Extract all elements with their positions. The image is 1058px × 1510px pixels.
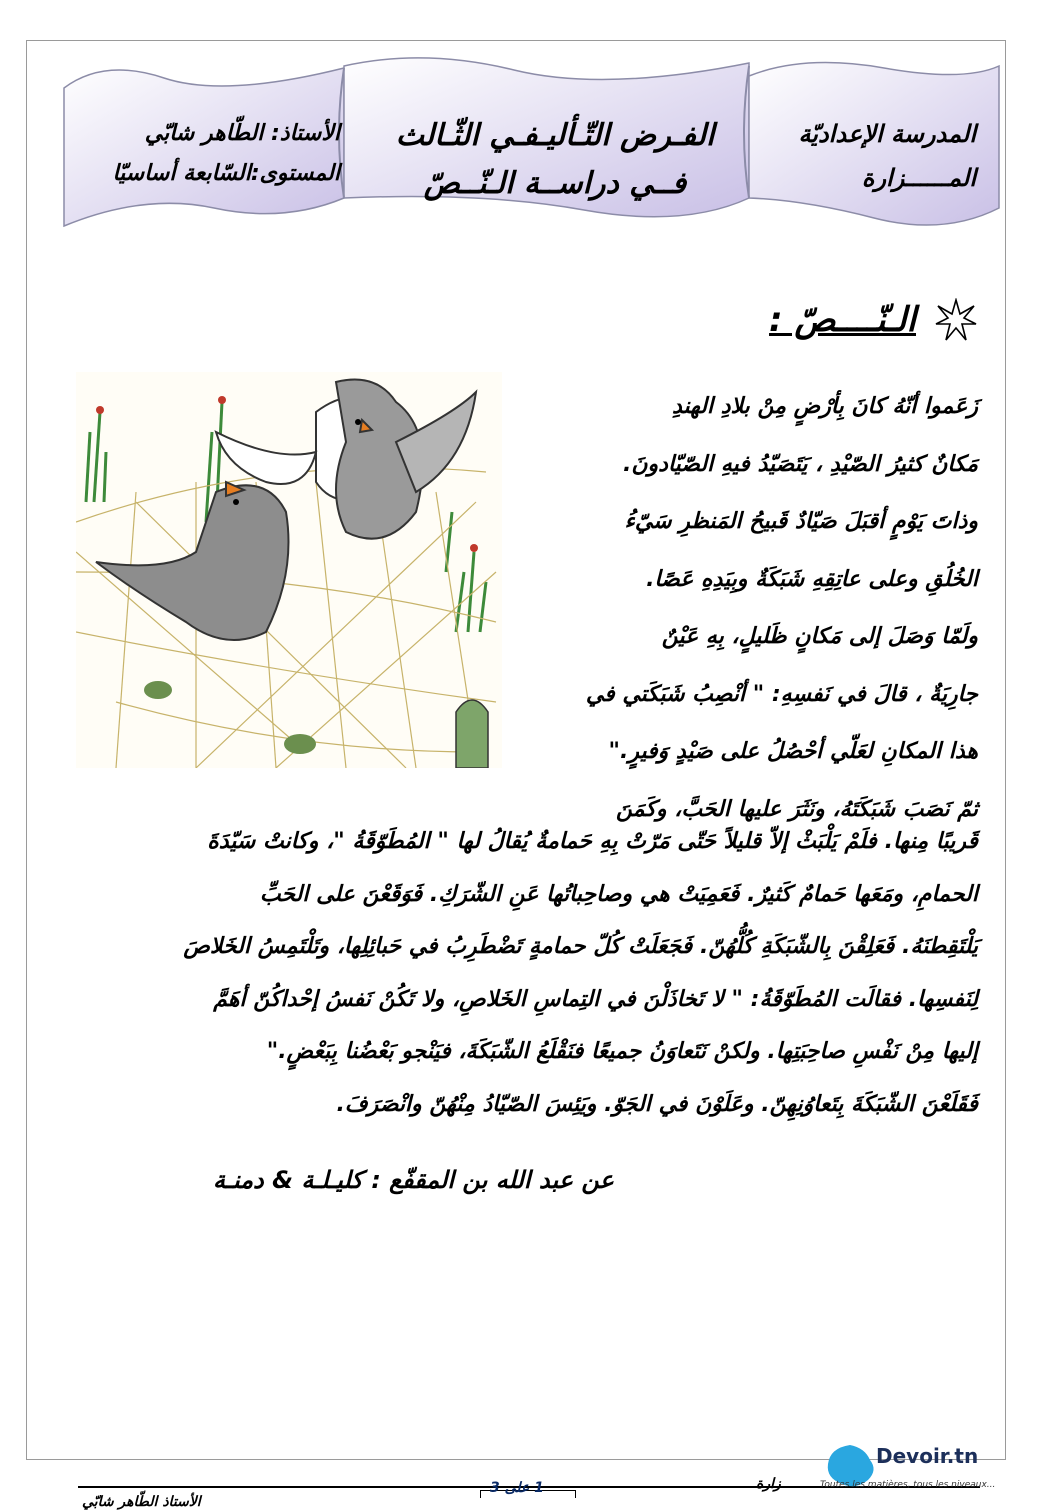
text-line: وذاتَ يَوْمٍ أقبَلَ صَيّادٌ قَبيحُ المَنظرِ سَيّءُ (624, 509, 978, 534)
doves-in-net-illustration (76, 372, 502, 768)
text-full-width (76, 816, 978, 1131)
text-line: زَعَموا أنّهُ كانَ بِأرْضٍ مِنْ بلادِ الهندِ (671, 394, 978, 419)
text-line: هذا المكانِ لعَلّي أحْصُلُ على صَيْدٍ وَفيرٍ." (608, 739, 978, 764)
text-line: مَكانٌ كثيرُ الصّيْدِ ، يَتَصَيّدُ فيهِ الصّيّادونَ. (623, 451, 978, 477)
text-source: عن عبد الله بن المقفّع : كليـلـة & دمنـة (213, 1166, 614, 1194)
text-line: الخُلُقِ وعلى عاتِقِهِ شَبَكَةٌ وبِيَدِهِ عَصًا. (646, 566, 978, 592)
logo-tagline: Toutes les matières, tous les niveaux... (820, 1480, 996, 1490)
text-line: فَقَلَعْنَ الشّبَكَةَ بِتَعاوُنِهِنّ. وعَلَوْنَ في الجَوّ. ويَئِسَ الصّيّادُ مِنْهُنّ وانْصَرَفَ. (336, 1091, 978, 1117)
text-line: ثمّ نَصَبَ شَبَكَتَهُ، ونَثَرَ عليها الحَبَّ، وكَمَنَ (616, 796, 978, 822)
title-line-1: الفـرض التّـأليـفـي الثّـالث (395, 118, 715, 153)
section-title: الـنّــــصّ : (769, 300, 916, 340)
text-line: ولَمّا وَصَلَ إلى مَكانٍ ظَليلٍ، بِهِ عَيْنٌ (661, 624, 978, 649)
teacher-line-1: الأستاذ: الطّاهر شابّي (144, 121, 340, 146)
text-line: إليها مِنْ نَفْسِ صاحِبَتِها. ولكنْ نَتَعاوَنُ جميعًا فنَقْلَعُ الشّبَكَةَ، فيَنْجو بَعْضُنا بِبَعْضٍ." (266, 1039, 978, 1064)
teacher-line-2: المستوى:السّابعة أساسيّا (112, 161, 340, 186)
teacher-info (78, 114, 340, 194)
text-line: جارِيَةٌ ، قالَ في نَفسِهِ: " أنْصِبُ شَبَكَتي في (585, 681, 978, 707)
text-line: يَلْتَقِطنَهُ. فَعَلِقْنَ بِالشّبَكَةِ كُلُّهُنّ. فَجَعَلَتْ كُلّ حمامةٍ تَضْطَرِبُ في حَبائِلِها، وتَلْتَمِسُ الخَلاصَ (183, 934, 978, 959)
school-line-1: المدرسة الإعداديّة (798, 120, 976, 148)
text-right-column (524, 378, 978, 838)
devoir-logo (820, 1440, 1054, 1496)
section-heading (769, 298, 978, 342)
footer-school: زارة (756, 1476, 781, 1492)
text-line: قَريبًا مِنها. فلَمْ يَلْبَثْ إلاّ قليلاً حَتّى مَرّتْ بِهِ حَمامةٌ يُقالُ لها " المُطَوّقَةُ "، وكانتْ سَيّدَةَ (207, 829, 978, 854)
text-line: الحمامِ، ومَعَها حَمامٌ كَثيرٌ. فَعَمِيَتْ هي وصاحِباتُها عَنِ الشّرَكِ. فَوَقَعْنَ على الحَبِّ (259, 881, 978, 907)
logo-text: Devoir.tn (876, 1444, 979, 1468)
footer-page-number: 1 على 3 (490, 1480, 544, 1496)
text-line: لِنَفسِها. فقالَت المُطَوّقَةُ: " لا تَخاذَلْنَ في التِماسِ الخَلاصِ، ولا تَكُنْ نَفسُ إحْداكُنّ أهَمَّ (213, 986, 978, 1012)
title-line-2: فــي دراســة الـنّــصّ (423, 166, 687, 201)
school-line-2: المــــــزارة (861, 164, 976, 192)
star-icon (934, 298, 978, 342)
test-title (360, 112, 750, 208)
school-name (798, 112, 976, 200)
footer-teacher: الأستاذ الطّاهر شابّي (82, 1494, 201, 1510)
